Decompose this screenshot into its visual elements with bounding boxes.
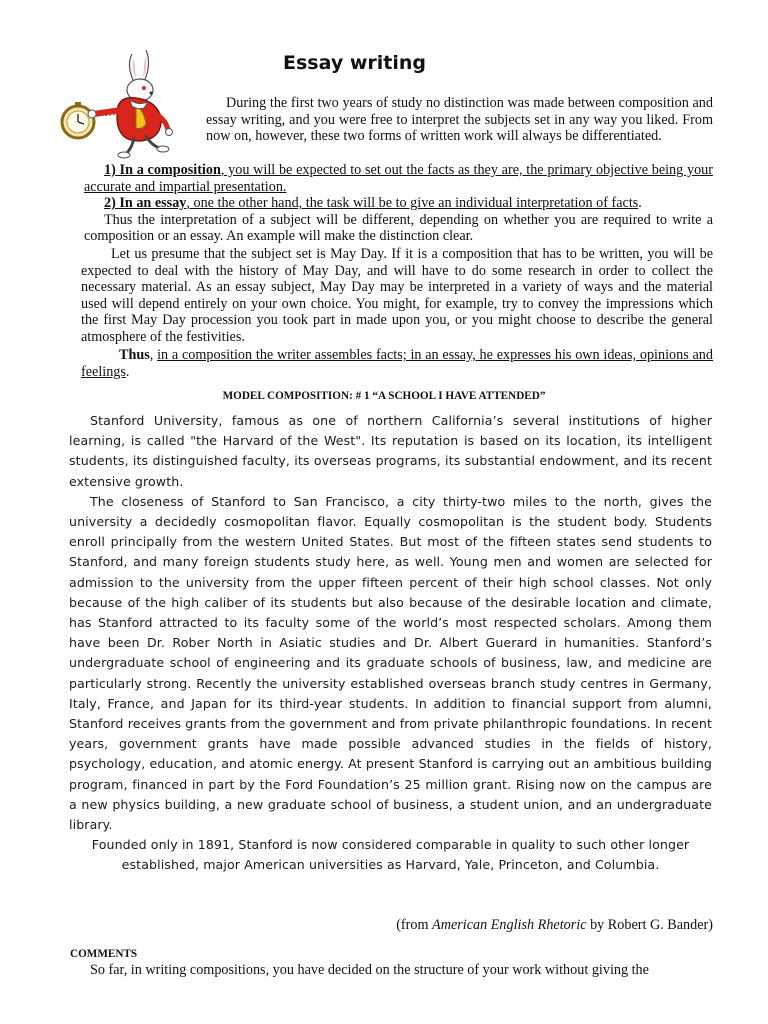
comments-heading: COMMENTS [70,948,138,960]
conclusion-paragraph [81,347,713,380]
point-essay [84,195,713,212]
model-composition-body [69,411,712,876]
thus-interpretation-paragraph: Thus the interpretation of a subject will be different, depending on whether you are required to write a composition or an essay. An example will make the distinction clear. [84,211,713,245]
conclusion-end: . [125,363,130,380]
white-rabbit-pocket-watch-illustration [56,48,206,160]
point-essay-label: 2) In an essay [104,195,187,212]
source-suffix: by Robert G. Bander) [586,917,713,933]
conclusion-comma: , [149,347,158,363]
comments-paragraph: So far, in writing compositions, you have decided on the structure of your work without giving the [90,962,649,978]
source-citation [396,917,713,934]
point-composition-text: , you will be expected to set out the facts as they are, the primary objective being your accurate and impartial presentation. [84,162,713,195]
may-day-paragraph: Let us presume that the subject set is May Day. If it is a composition that has to be written, you will be expected to deal with the history of May Day, and will have to do some research in order to collect the necessary material. As an essay subject, May Day may be interpreted in a variety of ways and the material used will depend entirely on your own choice. You might, for example, try to convey the impressions which the first May Day procession you took part in made upon you, or you might choose to describe the general atmosphere of the festivities. [81,246,713,345]
intro-text: During the first two years of study no distinction was made between composition and essay writing, and you were free to interpret the subjects set in any way you liked. From now on, however, these two forms of written work will always be differentiated. [206,95,713,145]
definitions-block [84,162,713,245]
intro-paragraph [206,95,713,145]
model-paragraph: Founded only in 1891, Stanford is now considered comparable in quality to such other longer established, major American universities as Harvard, Yale, Princeton, and Columbia. [91,837,690,873]
point-essay-underlined [104,195,638,211]
point-composition [84,162,713,195]
point-essay-end: . [638,195,642,212]
model-composition-heading: MODEL COMPOSITION: # 1 “A SCHOOL I HAVE ATTENDED” [222,390,546,402]
conclusion-lead: Thus [119,347,150,363]
may-day-block [81,246,713,346]
model-paragraph: Stanford University, famous as one of northern California’s several institutions of higher learning, is called "the Harvard of the West". Its reputation is based on its location, its intelligent students, its distinguished faculty, its overseas programs, its substantial endowment, and its recent extensive growth. [69,413,712,489]
model-paragraph: The closeness of Stanford to San Francisco, a city thirty-two miles to the north, gives the university a decidedly cosmopolitan flavor. Equally cosmopolitan is the student body. Students enroll principally from the western United States. But most of the fifteen states send students to Stanford, and many foreign students study here, as well. Young men and women are selected for admission to the university from the upper fifteen percent of their high school classes. Not only because of the high caliber of its students but also because of the desirable location and climate, has Stanford attracted to its faculty some of the world’s most respected scholars. Among them have been Dr. Rober North in Asiatic studies and Dr. Albert Guerard in humanities. Stanford’s undergraduate school of engineering and its graduate schools of business, law, and medicine are particularly strong. Recently the university established overseas branch study centres in Germany, Italy, France, and Japan for its third-year students. In addition to financial support from alumni, Stanford receives grants from the government and from private philanthropic foundations. In recent years, government grants have made possible advanced studies in the fields of history, psychology, education, and atomic energy. At present Stanford is carrying out an ambitious building program, financed in part by the Ford Foundation’s 25 million grant. Rising now on the campus are a new physics building, a new graduate school of business, a student union, and an undergraduate library. [69,493,712,833]
source-prefix: (from [396,917,433,933]
point-composition-label: 1) In a composition [104,162,221,178]
point-composition-underlined [84,162,713,195]
source-book-title: American English Rhetoric [432,917,587,933]
page-title: Essay writing [283,52,426,74]
conclusion-block [81,347,713,380]
conclusion-underlined: in a composition the writer assembles facts; in an essay, he expresses his own ideas, opinions and feelings [81,347,713,380]
point-essay-text: , one the other hand, the task will be to give an individual interpretation of facts [186,195,639,212]
